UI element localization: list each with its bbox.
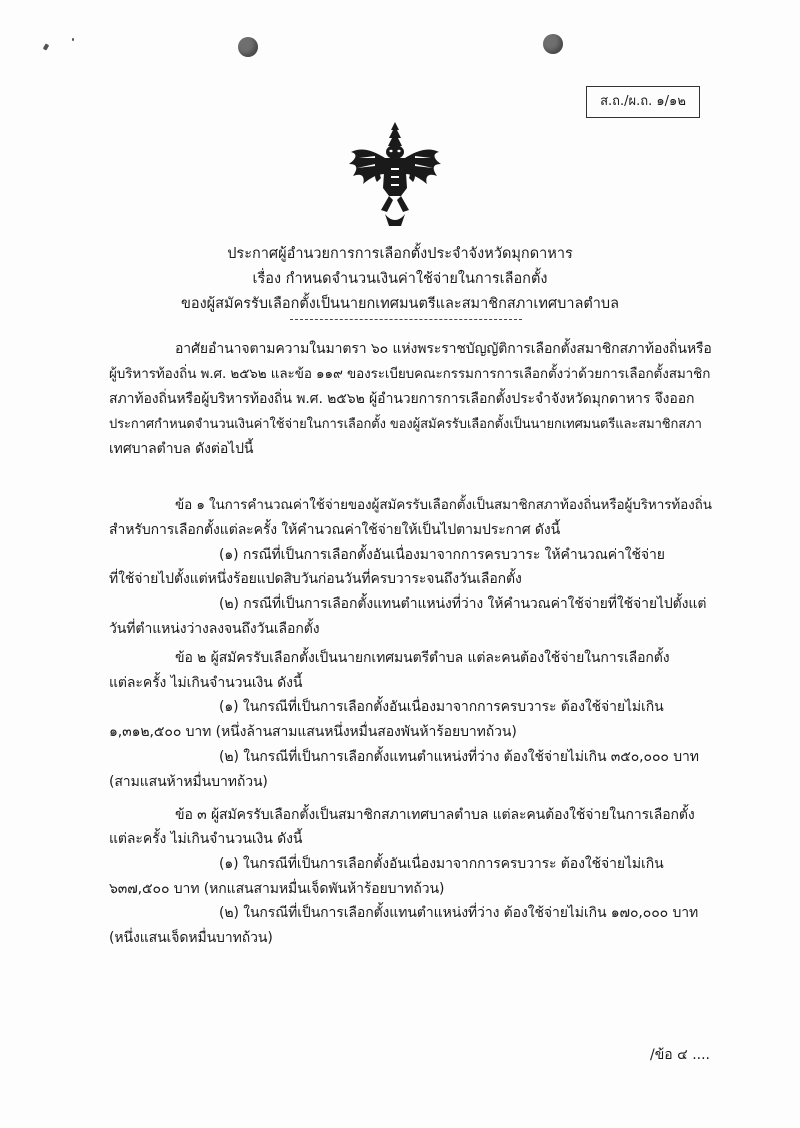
intro-line: ผู้บริหารท้องถิ่น พ.ศ. ๒๕๖๒ และข้อ ๑๑๙ ของระเบียบคณะกรรมการการเลือกตั้งว่าด้วยการเลือกตั้งสมาชิก <box>109 366 711 382</box>
title-divider <box>290 319 522 320</box>
scan-speck <box>43 43 49 50</box>
clause-3-line: (๑) ในกรณีที่เป็นการเลือกตั้งอันเนื่องมาจากการครบวาระ ต้องใช้จ่ายไม่เกิน <box>219 856 664 872</box>
announcement-subject-continued: ของผู้สมัครรับเลือกตั้งเป็นนายกเทศมนตรีและสมาชิกสภาเทศบาลตำบล <box>180 296 620 312</box>
intro-line: เทศบาลตำบล ดังต่อไปนี้ <box>109 441 254 457</box>
punch-hole-right <box>543 34 563 54</box>
clause-3-line: ข้อ ๓ ผู้สมัครรับเลือกตั้งเป็นสมาชิกสภาเทศบาลตำบล แต่ละคนต้องใช้จ่ายในการเลือกตั้ง <box>175 807 695 823</box>
intro-line: สภาท้องถิ่นหรือผู้บริหารท้องถิ่น พ.ศ. ๒๕๖๒ ผู้อำนวยการการเลือกตั้งประจำจังหวัดมุกดาหาร จึงออก <box>109 391 695 407</box>
clause-1-line: สำหรับการเลือกตั้งแต่ละครั้ง ให้คำนวณค่าใช้จ่ายให้เป็นไปตามประกาศ ดังนี้ <box>109 522 561 538</box>
clause-2-line: (๑) ในกรณีที่เป็นการเลือกตั้งอันเนื่องมาจากการครบวาระ ต้องใช้จ่ายไม่เกิน <box>219 699 664 715</box>
intro-line: ประกาศกำหนดจำนวนเงินค่าใช้จ่ายในการเลือกตั้ง ของผู้สมัครรับเลือกตั้งเป็นนายกเทศมนตรีและสมาชิกสภา <box>109 417 702 432</box>
clause-1-line: ข้อ ๑ ในการคำนวณค่าใช้จ่ายของผู้สมัครรับเลือกตั้งเป็นสมาชิกสภาท้องถิ่นหรือผู้บริหารท้องถิ่น <box>175 497 712 513</box>
clause-3-line: แต่ละครั้ง ไม่เกินจำนวนเงิน ดังนี้ <box>109 831 303 847</box>
clause-1-line: วันที่ตำแหน่งว่างลงจนถึงวันเลือกตั้ง <box>109 621 320 637</box>
clause-2-line: ข้อ ๒ ผู้สมัครรับเลือกตั้งเป็นนายกเทศมนตรีตำบล แต่ละคนต้องใช้จ่ายในการเลือกตั้ง <box>175 650 670 666</box>
clause-3-line: (หนึ่งแสนเจ็ดหมื่นบาทถ้วน) <box>109 930 273 946</box>
clause-1-line: ที่ใช้จ่ายไปตั้งแต่หนึ่งร้อยแปดสิบวันก่อนวันที่ครบวาระจนถึงวันเลือกตั้ง <box>109 571 522 587</box>
clause-3-line: (๒) ในกรณีที่เป็นการเลือกตั้งแทนตำแหน่งที่ว่าง ต้องใช้จ่ายไม่เกิน ๑๗๐,๐๐๐ บาท <box>219 905 699 921</box>
clause-2-line: ๑,๓๑๒,๕๐๐ บาท (หนึ่งล้านสามแสนหนึ่งหมื่นสองพันห้าร้อยบาทถ้วน) <box>109 724 517 740</box>
clause-2-line: (สามแสนห้าหมื่นบาทถ้วน) <box>109 774 268 790</box>
intro-line: อาศัยอำนาจตามความในมาตรา ๖๐ แห่งพระราชบัญญัติการเลือกตั้งสมาชิกสภาท้องถิ่นหรือ <box>175 341 712 357</box>
clause-3-line: ๖๓๗,๕๐๐ บาท (หกแสนสามหมื่นเจ็ดพันห้าร้อยบาทถ้วน) <box>109 881 445 897</box>
scan-speck <box>72 38 74 41</box>
announcement-subject: เรื่อง กำหนดจำนวนเงินค่าใช้จ่ายในการเลือกตั้ง <box>252 271 548 287</box>
clause-1-line: (๒) กรณีที่เป็นการเลือกตั้งแทนตำแหน่งที่ว่าง ให้คำนวณค่าใช้จ่ายที่ใช้จ่ายไปตั้งแต่ <box>219 596 707 612</box>
continued-marker: /ข้อ ๔ .... <box>650 1047 710 1063</box>
announcement-title: ประกาศผู้อำนวยการการเลือกตั้งประจำจังหวัดมุกดาหาร <box>227 246 573 262</box>
clause-1-line: (๑) กรณีที่เป็นการเลือกตั้งอันเนื่องมาจากการครบวาระ ให้คำนวณค่าใช้จ่าย <box>219 547 665 563</box>
clause-2-line: (๒) ในกรณีที่เป็นการเลือกตั้งแทนตำแหน่งที่ว่าง ต้องใช้จ่ายไม่เกิน ๓๕๐,๐๐๐ บาท <box>219 749 699 765</box>
clause-2-line: แต่ละครั้ง ไม่เกินจำนวนเงิน ดังนี้ <box>109 675 303 691</box>
punch-hole-left <box>238 37 258 57</box>
document-code: ส.ถ./ผ.ถ. ๑/๑๒ <box>586 86 700 118</box>
garuda-emblem-icon <box>345 118 445 230</box>
